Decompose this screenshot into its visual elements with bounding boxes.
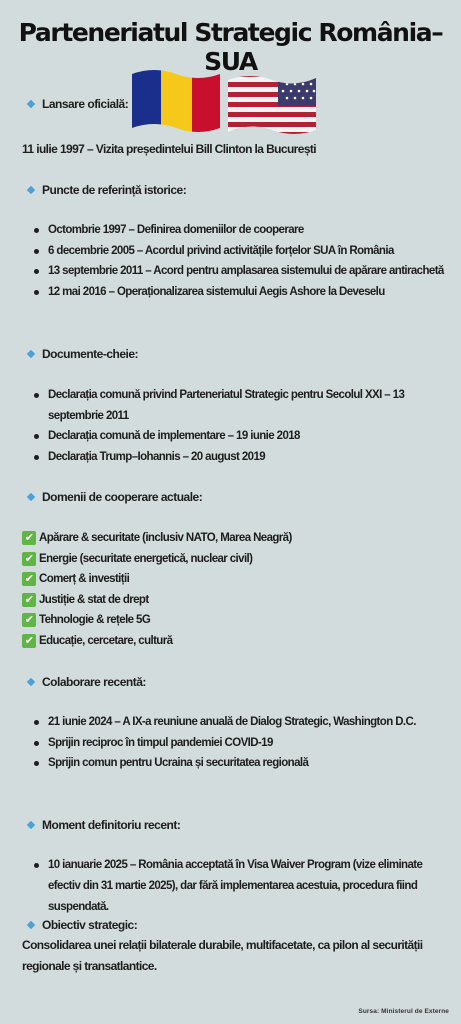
- diamond-bullet-icon: [27, 100, 35, 108]
- list-item: 12 mai 2016 – Operaționalizarea sistemului Aegis Ashore la Deveselu: [34, 282, 444, 303]
- list-item: ✔ Educație, cercetare, cultură: [22, 631, 292, 652]
- milestones-list: [34, 220, 444, 302]
- list-item: ✔ Energie (securitate energetică, nuclear civil): [22, 549, 292, 570]
- list-item: 6 decembrie 2005 – Acordul privind activitățile forțelor SUA în România: [34, 241, 444, 262]
- source-note: Sursa: Ministerul de Externe: [358, 1008, 449, 1015]
- list-item: Declarația comună privind Parteneriatul Strategic pentru Secolul XXI – 13 septembrie 2011: [34, 385, 461, 426]
- list-item: 13 septembrie 2011 – Acord pentru amplasarea sistemului de apărare antirachetă: [34, 261, 444, 282]
- romania-flag-icon: [130, 68, 222, 134]
- domains-list: [22, 528, 292, 651]
- launch-text: 11 iulie 1997 – Vizita președintelui Bill Clinton la București: [22, 142, 317, 156]
- section-heading-documents: Documente-cheie:: [24, 347, 138, 361]
- diamond-bullet-icon: [27, 678, 35, 686]
- diamond-bullet-icon: [27, 493, 35, 501]
- checkmark-icon: ✔: [22, 593, 36, 607]
- list-item: Sprijin comun pentru Ucraina și securitatea regională: [34, 753, 416, 774]
- recent-list: [34, 712, 416, 774]
- diamond-bullet-icon: [27, 821, 35, 829]
- section-heading-milestones: Puncte de referință istorice:: [24, 183, 186, 197]
- section-heading-domains: Domenii de cooperare actuale:: [24, 490, 202, 504]
- defining-item: 10 ianuarie 2025 – România acceptată în Visa Waiver Program (vize eliminate efectiv din 31 martie 2025), dar fără implementarea acestuia, procedura fiind suspendată.: [34, 855, 454, 918]
- section-heading-defining: Moment definitoriu recent:: [24, 818, 180, 832]
- checkmark-icon: ✔: [22, 613, 36, 627]
- section-heading-launch: Lansare oficială:: [24, 97, 128, 111]
- section-heading-recent: Colaborare recentă:: [24, 675, 146, 689]
- flags-image: [130, 68, 320, 138]
- list-item: Sprijin reciproc în timpul pandemiei COVID-19: [34, 733, 416, 754]
- diamond-bullet-icon: [27, 921, 35, 929]
- list-item: Declarația Trump–Iohannis – 20 august 2019: [34, 447, 461, 468]
- bullet-dot-icon: [34, 863, 39, 868]
- documents-list: [34, 385, 461, 467]
- objective-text: Consolidarea unei relații bilaterale durabile, multifacetate, ca pilon al securității regionale și transatlantice.: [22, 938, 423, 973]
- checkmark-icon: ✔: [22, 572, 36, 586]
- list-item: Declarația comună de implementare – 19 iunie 2018: [34, 426, 461, 447]
- diamond-bullet-icon: [27, 186, 35, 194]
- list-item: Octombrie 1997 – Definirea domeniilor de cooperare: [34, 220, 444, 241]
- list-item: ✔ Comerț & investiții: [22, 569, 292, 590]
- diamond-bullet-icon: [27, 350, 35, 358]
- usa-flag-icon: [226, 72, 318, 136]
- list-item: 21 iunie 2024 – A IX-a reuniune anuală de Dialog Strategic, Washington D.C.: [34, 712, 416, 733]
- checkmark-icon: ✔: [22, 552, 36, 566]
- checkmark-icon: ✔: [22, 531, 36, 545]
- checkmark-icon: ✔: [22, 634, 36, 648]
- list-item: ✔ Tehnologie & rețele 5G: [22, 610, 292, 631]
- list-item: ✔ Justiție & stat de drept: [22, 590, 292, 611]
- page-title: Parteneriatul Strategic România–SUA: [18, 18, 443, 76]
- section-heading-objective: Obiectiv strategic:: [24, 918, 137, 932]
- list-item: ✔ Apărare & securitate (inclusiv NATO, Marea Neagră): [22, 528, 292, 549]
